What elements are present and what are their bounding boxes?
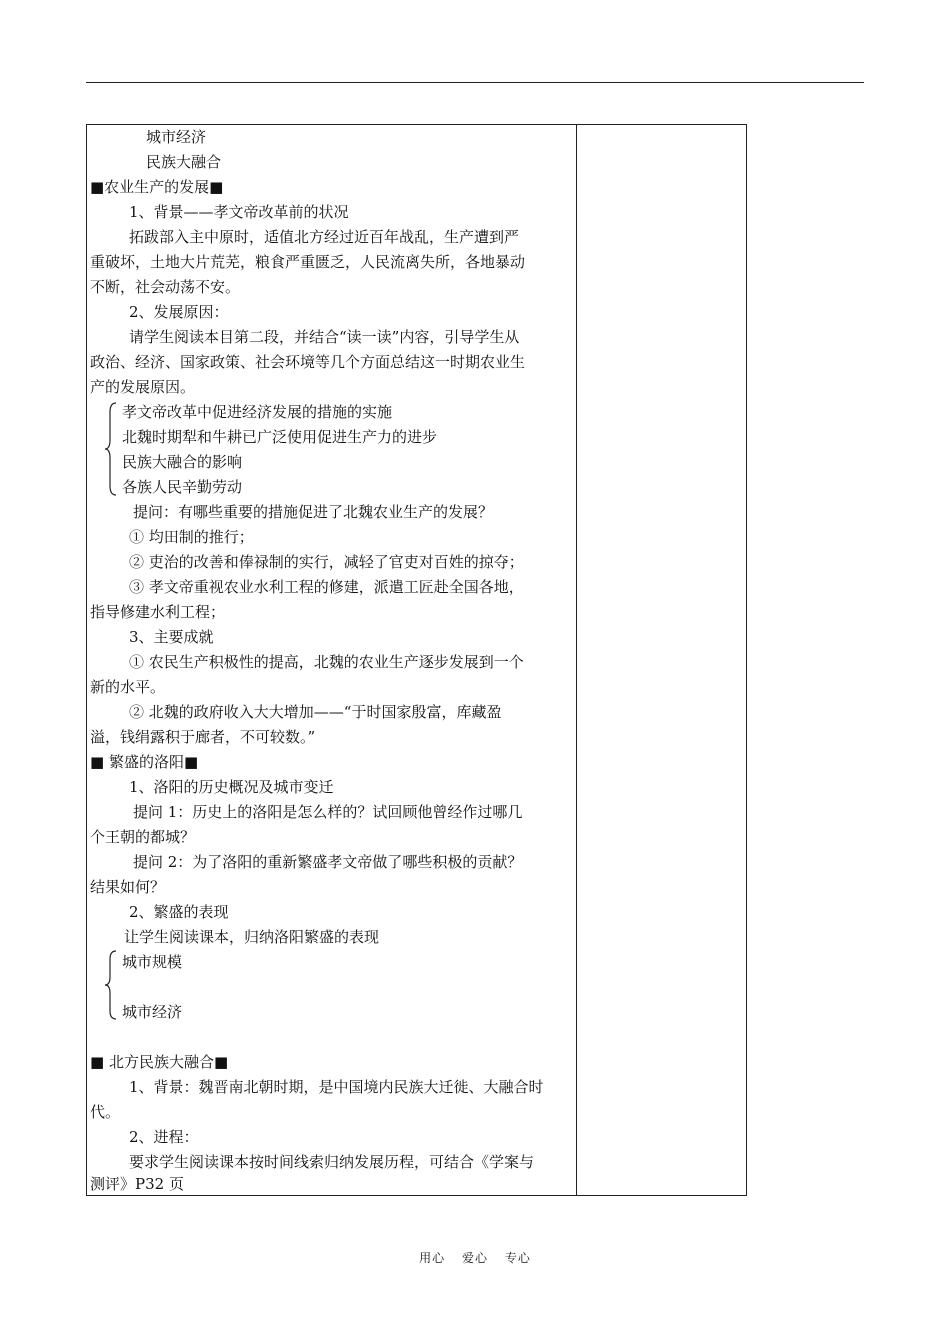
section-heading: ■ 繁盛的洛阳■ [90,753,199,771]
text-line: 提问：有哪些重要的措施促进了北魏农业生产的发展？ [133,503,494,521]
text-line: 重破坏，土地大片荒芜，粮食严重匮乏，人民流离失所，各地暴动 [90,253,526,271]
page-footer [0,1249,950,1266]
brace-development-causes [104,402,118,496]
text-line: 不断，社会动荡不安。 [90,278,241,296]
text-line: ① 均田制的推行； [129,528,254,546]
text-line: 新的水平。 [90,678,166,696]
footer-word: 爱心 [461,1251,488,1265]
text-line: 指导修建水利工程； [90,603,226,621]
brace-item: 北魏时期犁和牛耕已广泛使用促进生产力的进步 [122,428,438,446]
text-line: 城市经济 [146,128,207,146]
text-line: 个王朝的都城？ [90,828,196,846]
text-line: 提问 2：为了洛阳的重新繁盛孝文帝做了哪些积极的贡献？ [133,853,523,871]
text-line: 2、繁盛的表现 [129,903,229,921]
text-line: 提问 1：历史上的洛阳是怎么样的？试回顾他曾经作过哪几 [133,803,523,821]
text-line: 产的发展原因。 [90,378,196,396]
text-line: ② 北魏的政府收入大大增加——“于时国家殷富，库藏盈 [129,703,502,721]
brace-item: 城市经济 [122,1003,183,1021]
text-line: 请学生阅读本目第二段，并结合“读一读”内容，引导学生从 [129,328,520,346]
brace-item: 城市规模 [122,953,183,971]
footer-word: 专心 [504,1251,531,1265]
text-line: ② 吏治的改善和俸禄制的实行，减轻了官吏对百姓的掠夺； [129,553,524,571]
text-line: ① 农民生产积极性的提高，北魏的农业生产逐步发展到一个 [129,653,524,671]
brace-item: 民族大融合的影响 [122,453,243,471]
text-line: 让学生阅读课本，归纳洛阳繁盛的表现 [124,928,380,946]
section-heading: ■ 北方民族大融合■ [90,1053,229,1071]
text-line: 政治、经济、国家政策、社会环境等几个方面总结这一时期农业生 [90,353,526,371]
section-heading: ■农业生产的发展■ [90,178,224,196]
text-line: 测评》P32 页 [90,1175,184,1193]
brace-prosperity-aspects [104,950,118,1020]
text-line: ③ 孝文帝重视农业水利工程的修建，派遣工匠赴全国各地， [129,578,524,596]
header-rule [86,82,864,83]
table-column-divider [576,124,577,1196]
text-line: 2、发展原因： [129,303,229,321]
text-line: 2、进程： [129,1128,199,1146]
text-line: 民族大融合 [146,153,222,171]
text-line: 拓跋部入主中原时，适值北方经过近百年战乱，生产遭到严 [129,228,520,246]
text-line: 结果如何？ [90,878,166,896]
text-line: 溢，钱绢露积于廊者，不可较数。” [90,728,316,746]
text-line: 1、背景：魏晋南北朝时期，是中国境内民族大迁徙、大融合时 [129,1078,544,1096]
text-line: 1、洛阳的历史概况及城市变迁 [129,778,334,796]
brace-item: 孝文帝改革中促进经济发展的措施的实施 [122,403,393,421]
text-line: 代。 [90,1103,121,1121]
text-line: 要求学生阅读课本按时间线索归纳发展历程，可结合《学案与 [129,1153,535,1171]
footer-word: 用心 [419,1251,446,1265]
text-line: 1、背景——孝文帝改革前的状况 [129,203,349,221]
brace-item: 各族人民辛勤劳动 [122,478,243,496]
text-line: 3、主要成就 [129,628,214,646]
